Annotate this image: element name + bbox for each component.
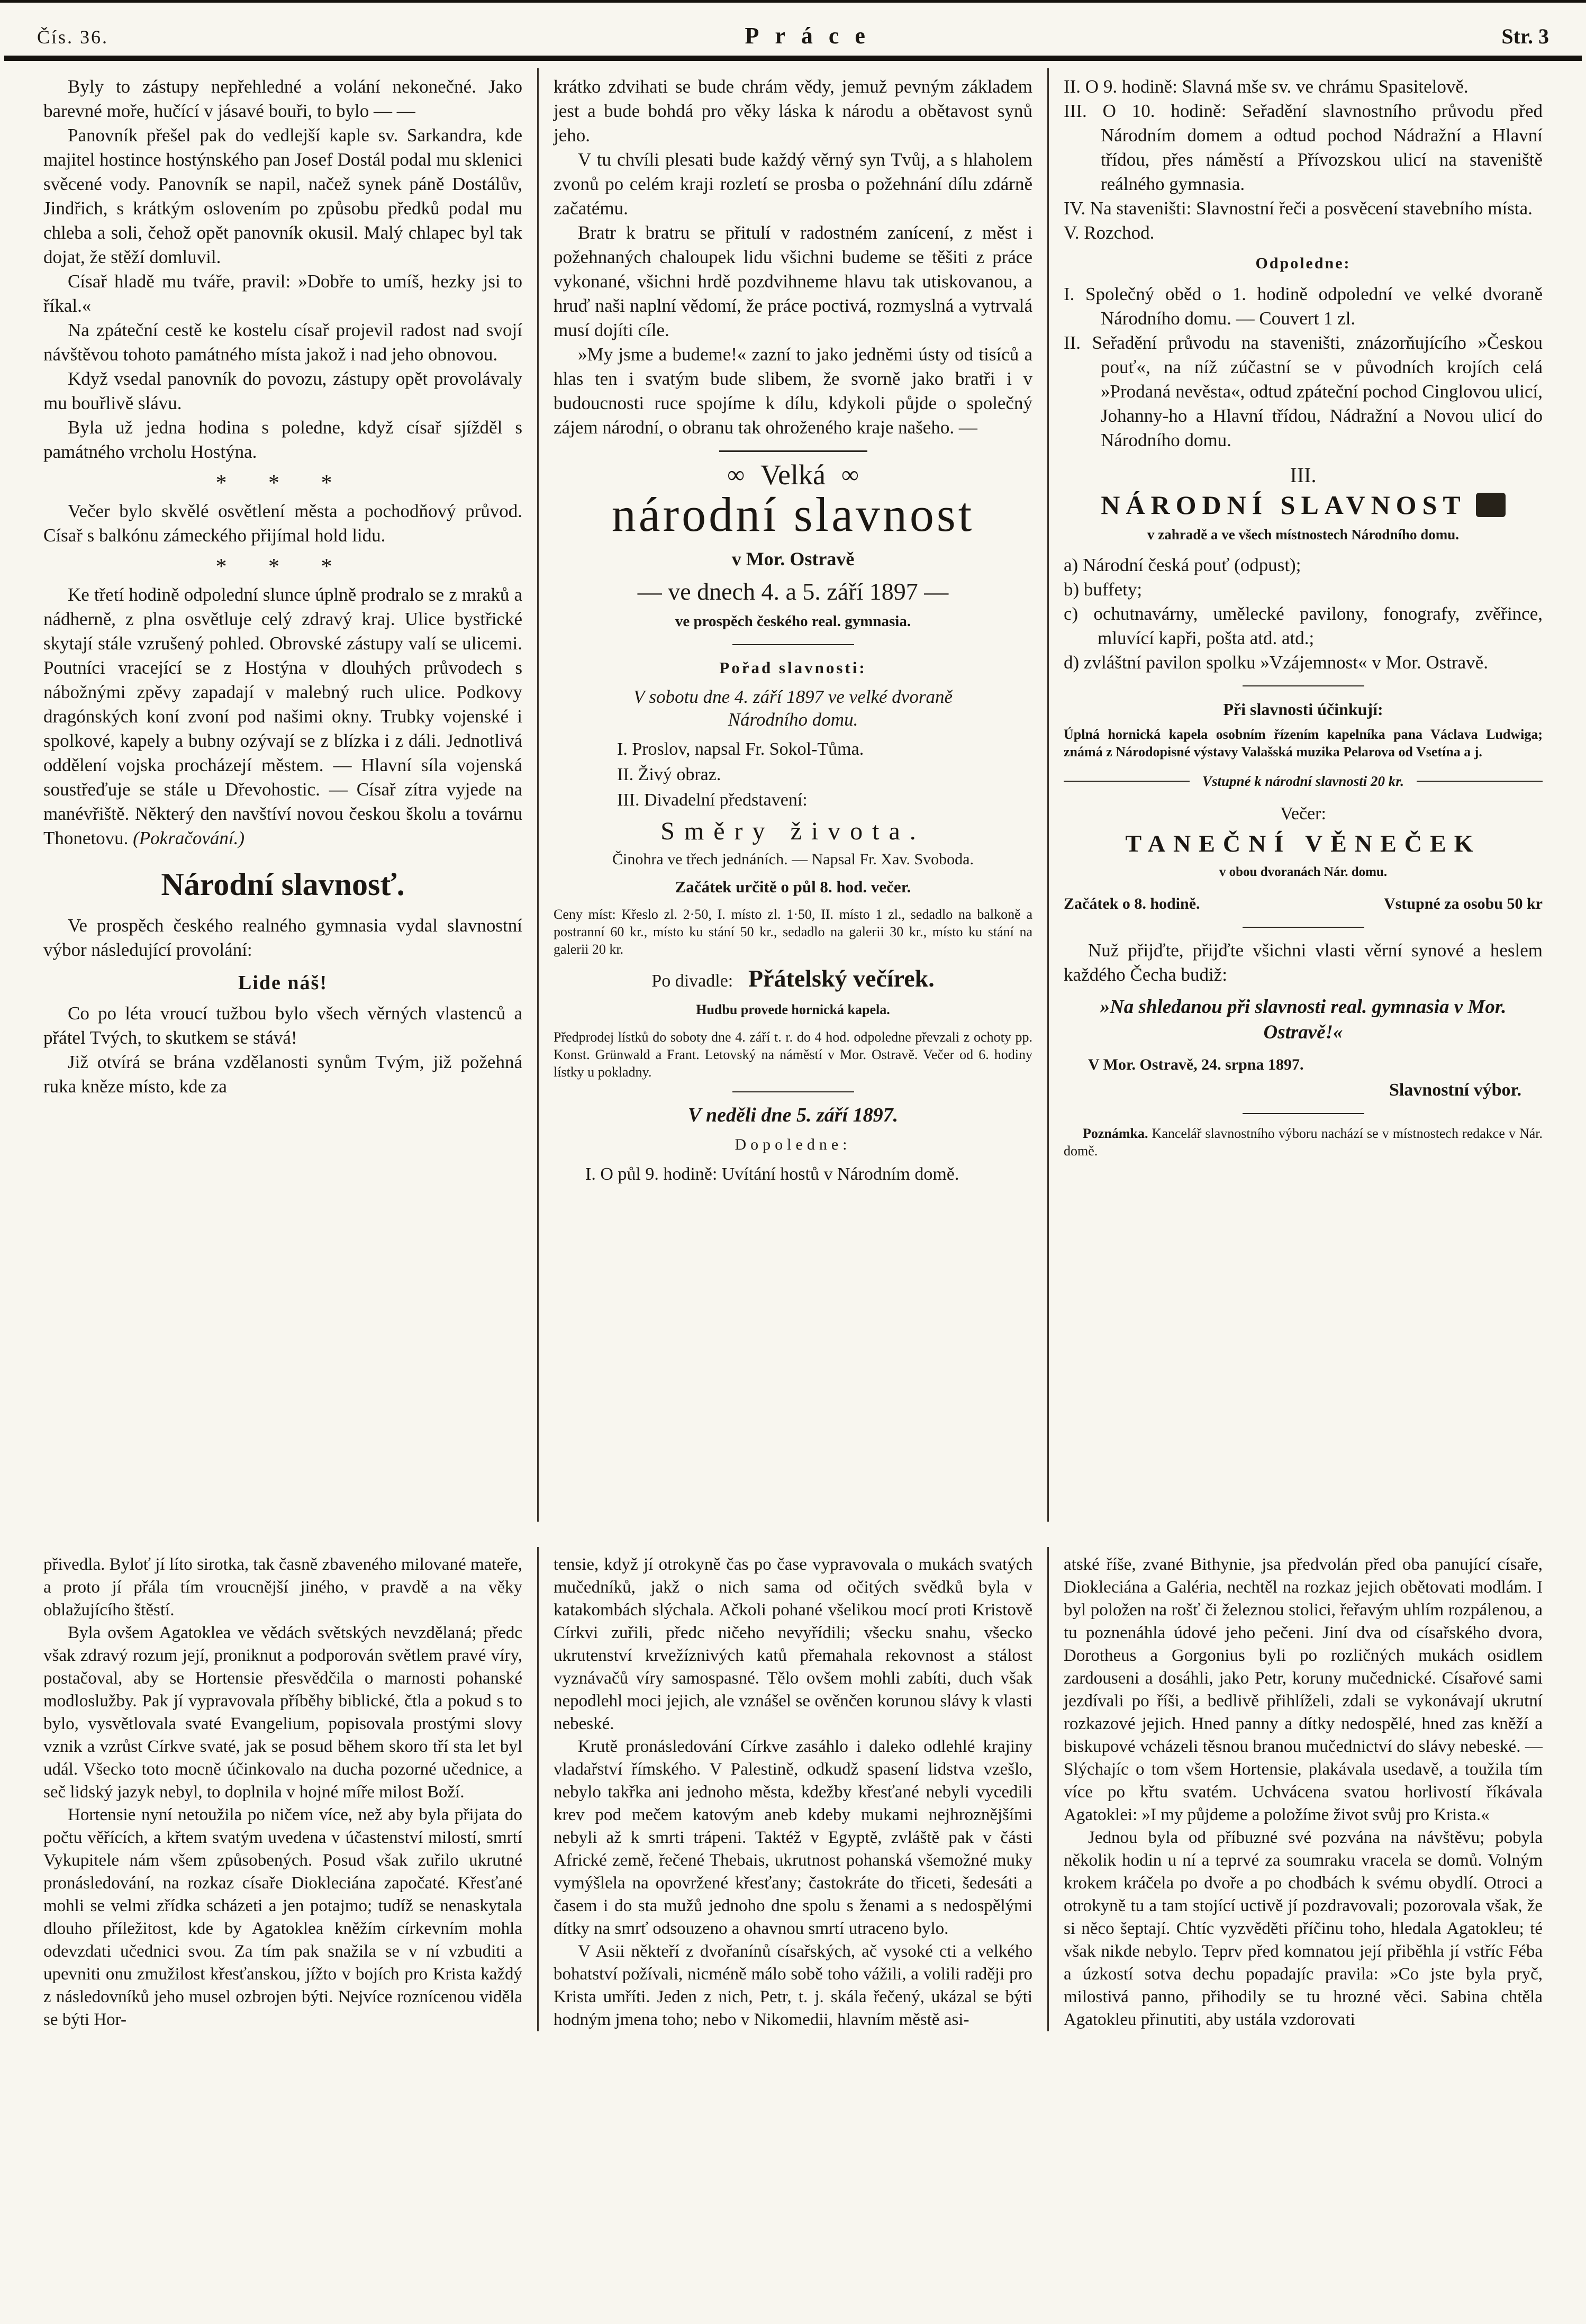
section-gap: [0, 1522, 1586, 1540]
divider: [1243, 1113, 1364, 1114]
schedule-item: V. Rozchod.: [1064, 222, 1155, 243]
dance-start-time: Začátek o 8. hodině.: [1064, 895, 1200, 912]
play-description: Činohra ve třech jednáních. — Napsal Fr. Xav. Svoboda.: [612, 851, 974, 869]
appeal-paragraph-group: [554, 75, 1032, 440]
slavnost-title: [1064, 490, 1543, 520]
star-separator: * * *: [215, 555, 350, 579]
ad-velka-line: [554, 459, 1032, 491]
serial-paragraph: atské říše, zvané Bithynie, jsa předvolán před oba panující císaře, Diokleciána a Galéria, nechtěl na rozkaz jejich obětovati modlám. I byl položen na rošť či železnou stolici, řeřavým uhlím rozpálenou, a tu poznenáhla údové jeho pečeni. Jiní dva od císařského dvora, Dorotheus a Gorgonius byli po rozličných mukách osidlem zardouseni a dosáhli, jako Petr, koruny mučednické. Císařové sami jezdívali po říši, a bedlivě přihlíželi, zdali se vykonávají ukrutní rozkazové jejich. Hned panny a dítky nedospělé, hned zas kněží a biskupové vcházeli těsnou branou mučednictví do slávy nebeské. — Slýchajíc o tom všem Hortensie, plakávala usedavě, a toužila tím více po křtu svatém. Uchvácena svatou horlivostí říkávala Agatoklei: »I my půjdeme a položíme život svůj pro Krista.«: [1064, 1555, 1543, 1824]
serial-paragraph: tensie, když jí otrokyně čas po čase vypravovala o mukách svatých mučedníků, jakž o nich sama od očitých svědků byla v katakombách slýchala. Ačkoli pohané všelikou mocí proti Kristově Církvi zuřili, předc ničeho nevyřídili; všecku snahu, všecko ukrutenství krvežíznivých katů přemahala rekovnost a stálost vyznávačů víry samospasné. Tělo ovšem mohli zabíti, duch však nepodlehl moci jejich, ale vznášel se ověnčen korunou slávy k vlasti nebeské.: [554, 1555, 1032, 1733]
performers-text: Úplná hornická kapela osobním řízením kapelníka pana Václava Ludwiga; známá z Národopisné výstavy Valašská muzika Pelarova od Vsetína a j.: [1064, 727, 1543, 759]
after-theatre-title: Přátelský večírek.: [748, 965, 935, 992]
play-title: Směry života.: [660, 817, 926, 846]
ad-velka-text: Velká: [760, 459, 826, 491]
committee-signature: Slavnostní výbor.: [1389, 1080, 1521, 1100]
dance-info-row: [1064, 892, 1543, 916]
column-2: [539, 63, 1047, 1522]
start-time-line: Začátek určitě o půl 8. hod. večer.: [675, 878, 911, 897]
program-label: Pořad slavnosti:: [719, 658, 867, 677]
flourish-icon: ∞: [727, 461, 745, 488]
report-paragraph: Byly to zástupy nepřehledné a volání nekonečné. Jako barevné moře, hučící v jásavé bouři, to bylo — —: [43, 76, 522, 121]
fair-attraction-item: b) buffety;: [1064, 579, 1143, 600]
article-heading: Národní slavnosť.: [161, 867, 405, 902]
program-item: I. Proslov, napsal Fr. Sokol-Tůma.: [617, 739, 864, 759]
slavnost-title-text: NÁRODNÍ SLAVNOST: [1101, 490, 1466, 520]
schedule-item: III. O 10. hodině: Seřadění slavnostního průvodu před Národním domem a odtud pochod Nádražní a Hlavní třídou, přes náměstí a Přívozskou ulicí na staveniště reálného gymnasia.: [1064, 101, 1543, 194]
divider: [732, 644, 854, 645]
report-paragraph: [43, 583, 522, 851]
presale-note: Předprodej lístků do soboty dne 4. září t. r. do 4 hod. odpoledne převzali z ochoty pp. Konst. Grünwald a Frant. Letovský na náměstí v Mor. Ostravě. Večer od 6. hodiny lístky u pokladny.: [554, 1029, 1032, 1080]
report-paragraph: Císař hladě mu tváře, pravil: »Dobře to umíš, hezky jsi to říkal.«: [43, 271, 522, 316]
schedule-item: I. Společný oběd o 1. hodině odpolední ve velké dvoraně Národního domu. — Couvert 1 zl.: [1064, 284, 1543, 329]
report-paragraph: Panovník přešel pak do vedlejší kaple sv. Sarkandra, kde majitel hostince hostýnského pan Josef Dostál podal mu sklenici svěcené vody. Panovník se napil, načež synek páně Dostálův, Jindřich, s krátkým oslovením po způsobu předků podal mu chleba a soli, čehož opět panovník okusil. Malý chlapec byl tak dojat, že stěží domluvil.: [43, 125, 522, 267]
closing-paragraph: Nuž přijďte, přijďte všichni vlasti věrní synové a heslem každého Čecha budiž:: [1064, 940, 1543, 985]
dateline: V Mor. Ostravě, 24. srpna 1897.: [1088, 1056, 1304, 1074]
issue-number: Čís. 36.: [37, 26, 109, 48]
report-paragraph: Když vsedal panovník do povozu, zástupy opět provolávaly mu bouřlivě slávu.: [43, 368, 522, 413]
serial-paragraph: Jednou byla od příbuzné své pozvána na návštěvu; pobyla několik hodin u ní a teprvé za soumraku vracela se domů. Volným krokem kráčela po dvoře a po chodbách k svému obydlí. Otroci a otrokyně tu a tam stojící uctivě jí pozdravovali; pozorovala však, že si něco šeptají. Chtíc vyzvěděti příčinu toho, hledala Agatokleu; té však nikde nebylo. Teprv před komnatou její přiběhla jí vstříc Féba a úzkostí sotva dechu popadajíc pravila: »Co jste byla pryč, milostivá panno, přihodily se tu hrozné věci. Sabina chtěla Agatokleu přinutiti, aby ustála vzdorovati: [1064, 1828, 1543, 2029]
serial-paragraph: V Asii někteří z dvořanínů císařských, ač vysoké cti a velkého bohatství požívali, nicméně málo sobě toho vážili, a volili raději pro Krista umříti. Jeden z nich, Petr, t. j. skála řečený, ukázal se býti hodným jmena toho; nebo v Nikomedii, hlavním městě asi-: [554, 1942, 1032, 2029]
report-paragraph: Večer bylo skvělé osvětlení města a pochodňový průvod. Císař s balkónu zámeckého přijímal hold lidu.: [43, 501, 522, 546]
divider: [719, 450, 867, 452]
appeal-paragraph-group: [43, 1001, 522, 1099]
feuilleton-column-1: [29, 1542, 537, 2031]
festival-benefit: ve prospěch českého real. gymnasia.: [675, 612, 911, 630]
serial-paragraph: přivedla. Byloť jí líto sirotka, tak časně zbaveného milované mateře, a proto jí přála tím vroucnější jiného, v pravdě a na věky oblažujícího štěstí.: [43, 1555, 522, 1620]
sunday-line: V neděli dne 5. září 1897.: [687, 1104, 899, 1127]
program-item: III. Divadelní představení:: [617, 790, 808, 810]
report-paragraph-group: [43, 75, 522, 464]
appeal-paragraph: »My jsme a budeme!« zazní to jako jedněmi ústy od tisíců a hlas ten i svatým bude slibem, že svorně jako bratři i v budoucnosti ruce spojíme k dílu, kdykoli půjde o společný zájem národní, o obranu tak ohroženého kraje našeho. —: [554, 344, 1032, 438]
report-paragraph: Byla už jedna hodina s poledne, když císař sjížděl s památného vrcholu Hostýna.: [43, 417, 522, 462]
serial-paragraph: Krutě pronásledování Církve zasáhlo i daleko odlehlé krajiny vladařství římského. V Palestině, odkudž spasení lidstva vzešlo, nebylo takřka ani jednoho města, kdežby křesťané nebyli vycedili krev pod mečem katovým aneb kdeby mukami nejhroznějšími nebyli až k smrti trápeni. Taktéž v Egyptě, zvláště pak v části Africké země, řečené Thebais, ukrutnost pohanská všemožné muky vymýšlela na opovržené křesťany; častokráte do třiceti, šedesáti a časem i do sta mužů jednoho dne spolu s ženami a s nedospělými dítky na smrť odsouzeno a ohavnou smrtí utraceno bylo.: [554, 1737, 1032, 1938]
intro-paragraph: Ve prospěch českého realného gymnasia vydal slavnostní výbor následující provolání:: [43, 915, 522, 960]
star-separator: * * *: [215, 471, 350, 495]
feuilleton-column-2: [539, 1542, 1047, 2031]
dance-subtitle: v obou dvoranách Nár. domu.: [1219, 865, 1388, 879]
flourish-icon: ∞: [841, 461, 859, 488]
divider: [1243, 685, 1364, 686]
ticket-prices: Ceny míst: Křeslo zl. 2·50, I. místo zl. 1·50, II. místo 1 zl., sedadlo na balkoně a postranní 60 kr., místo ku stání 50 kr., sedadlo na galerii 30 kr., místo ku stání na galerii 20 kr.: [554, 907, 1032, 957]
serial-paragraph: Byla ovšem Agatoklea ve vědách světských nevzdělaná; předc však zdravý rozum její, proniknut a podporován světlem pravé víry, postačoval, aby se Hortensie přesvědčila o marnosti pohanské modloslužby. Pak jí vypravovala příběhy biblické, čtla a pokud s to bylo, vysvětlovala svaté Evangelium, popisovala prostými slovy vznik a vzrůst Církve svaté, jak se posud během skoro tří sta let byl udál. Všecko toto mocně účinkovalo na ducha pozorné učednice, a seč lidský jazyk nebyl, to doplnila v hojné míře milost Boží.: [43, 1623, 522, 1802]
part-three-label: III.: [1290, 463, 1317, 487]
performers-label: Při slavnosti účinkují:: [1223, 700, 1383, 719]
schedule-item: II. O 9. hodině: Slavná mše sv. ve chrámu Spasitelově.: [1064, 76, 1469, 97]
appeal-paragraph: Bratr k bratru se přitulí v radostném zanícení, z měst i požehnaných chaloupek lidu všichni budeme se těšiti z práce vykonané, všichni hrdě pozdvihneme hlavu tak utiskovanou, a hruď naši naplní vědomí, že práce poctivá, rozmyslná a vytrvalá musí dojíti cíle.: [554, 222, 1032, 340]
note-text: Kancelář slavnostního výboru nachází se v místnostech redakce v Nár. domě.: [1064, 1126, 1543, 1159]
morning-label: Dopoledne:: [735, 1136, 851, 1154]
entry-fee-text: Vstupné k národní slavnosti 20 kr.: [1202, 773, 1404, 789]
program-item: II. Živý obraz.: [617, 765, 721, 785]
appeal-paragraph: V tu chvíli plesati bude každý věrný syn Tvůj, a s hlaholem zvonů po celém kraji rozletí se prosba o požehnání dílu zdárně začatému.: [554, 149, 1032, 219]
saturday-line: V sobotu dne 4. září 1897 ve velké dvoraně Národního domu.: [633, 686, 953, 730]
continuation-note: (Pokračování.): [133, 828, 245, 848]
feuilleton-column-3: [1049, 1542, 1557, 2031]
festival-title: národní slavnost: [611, 487, 975, 541]
fair-attraction-item: d) zvláštní pavilon spolku »Vzájemnost« v Mor. Ostravě.: [1064, 652, 1488, 673]
schedule-item: IV. Na staveništi: Slavnostní řeči a posvěcení stavebního místa.: [1064, 198, 1533, 219]
masthead: [0, 0, 1586, 56]
report-paragraph: Na zpáteční cestě ke kostelu císař projevil radost nad svojí návštěvou tohoto památného místa jakož i nad jeho obnovou.: [43, 320, 522, 365]
dance-title: TANEČNÍ VĚNEČEK: [1125, 830, 1481, 857]
serial-paragraph: Hortensie nyní netoužila po ničem více, než aby byla přijata do počtu věřících, a křtem svatým uvedena v účastenství milostí, smrtí Vykupitele nám všem způsobených. Posud však zuřilo ukrutné pronásledování, na rozkaz císaře Diokleciána započaté. Křesťané mohli se velmi zřídka scházeti a jen potajmo; tudíž se nenaskytala dlouho příležitost, kde by Agatoklea kněžím církevním mohla odevzdati učednici svou. Za tím pak snažila se v ní vzbuditi a upevniti onu zmužilost křesťanskou, jížto v bojích pro Krista každý z následovníků jeho musel ozbrojen býti. Nejvíce roznícenou viděla se býti Hor-: [43, 1805, 522, 2029]
festival-slogan: »Na shledanou při slavnosti real. gymnasia v Mor. Ostravě!«: [1100, 996, 1507, 1044]
divider: [1243, 927, 1364, 928]
evening-label: Večer:: [1280, 804, 1326, 824]
report-paragraph-text: Ke třetí hodině odpolední slunce úplně prodralo se z mraků a nádherně, z plna osvětluje celý zdravý kraj. Ulice bystřické skytají stále vzrušený pohled. Obrovské zástupy valí se ulicemi. Poutníci vracející se z Hostýna v dlouhých průvodech s nábožnými zpěvy zapadají v malebný ruch ulice. Podkovy dragónských koní zvoní pod našimi okny. Trubky vojenské i spolkové, kapely a bubny ozývají se z blízka i z dáli. Jednotlivá oddělení vojska procházejí městem. — Hlavní síla vojenská soustřeďuje se stále u Dřevohostic. — Císař zítra vyjede na manévřiště. Některý den navštíví novou českou školu a továrnu Thonetovu.: [43, 584, 522, 848]
slavnost-subtitle: v zahradě a ve všech místnostech Národního domu.: [1147, 527, 1460, 542]
after-theatre-label: Po divadle:: [651, 971, 733, 991]
page-top-rule: [0, 0, 1586, 3]
page-number: Str. 3: [1501, 24, 1549, 48]
top-section: [0, 61, 1586, 1522]
festival-place: v Mor. Ostravě: [731, 548, 855, 569]
feuilleton-section: [0, 1540, 1586, 2031]
column-1: [29, 63, 537, 1522]
sunday-schedule-list: [1064, 75, 1543, 245]
appeal-paragraph: Co po léta vroucí tužbou bylo všech věrných vlastenců a přátel Tvých, to skutkem se stává!: [43, 1003, 522, 1048]
appeal-paragraph: Již otvírá se brána vzdělanosti synům Tvým, již požehná ruka kněze místo, kde za: [43, 1052, 522, 1097]
printer-ornament-icon: [1476, 493, 1506, 517]
afternoon-label: Odpoledne:: [1255, 255, 1351, 272]
sunday-program-item: I. O půl 9. hodině: Uvítání hostů v Národním domě.: [585, 1164, 959, 1184]
festival-dates: — ve dnech 4. a 5. září 1897 —: [637, 577, 949, 605]
music-note: Hudbu provede hornická kapela.: [696, 1002, 890, 1018]
fair-attraction-list: [1064, 553, 1543, 675]
after-theatre-line: [554, 966, 1032, 993]
fair-attraction-item: c) ochutnavárny, umělecké pavilony, fonografy, zvěřince, mluvící kapři, pošta atd. atd.;: [1064, 603, 1543, 648]
entry-fee-line: [1064, 769, 1543, 793]
afternoon-schedule-list: [1064, 282, 1543, 453]
festival-advert: [554, 459, 1032, 1187]
schedule-item: II. Seřadění průvodu na staveništi, znázorňujícího »Českou pouť«, na níž zúčastní se v původních krojích celá »Prodaná nevěsta«, odtud zpáteční pochod Cinglovou ulicí, Johanny-ho a Hlavní třídou, Nádražní a Novou ulicí do Národního domu.: [1064, 332, 1543, 450]
paper-title: Práce: [745, 23, 881, 49]
masthead-rule: [4, 56, 1582, 61]
program-item-list: [617, 737, 1032, 813]
fair-attraction-item: a) Národní česká pouť (odpust);: [1064, 555, 1301, 575]
note-label: Poznámka.: [1083, 1126, 1148, 1142]
divider: [732, 1091, 854, 1092]
dance-entry-fee: Vstupné za osobu 50 kr: [1383, 895, 1543, 912]
column-3: [1049, 63, 1557, 1522]
appeal-paragraph: krátko zdvihati se bude chrám vědy, jemuž pevným základem jest a bude bohdá pro věky láska k národu a obětavost synů jeho.: [554, 76, 1032, 146]
appeal-subheading: Lide náš!: [238, 972, 328, 994]
editorial-note: [1064, 1125, 1543, 1160]
